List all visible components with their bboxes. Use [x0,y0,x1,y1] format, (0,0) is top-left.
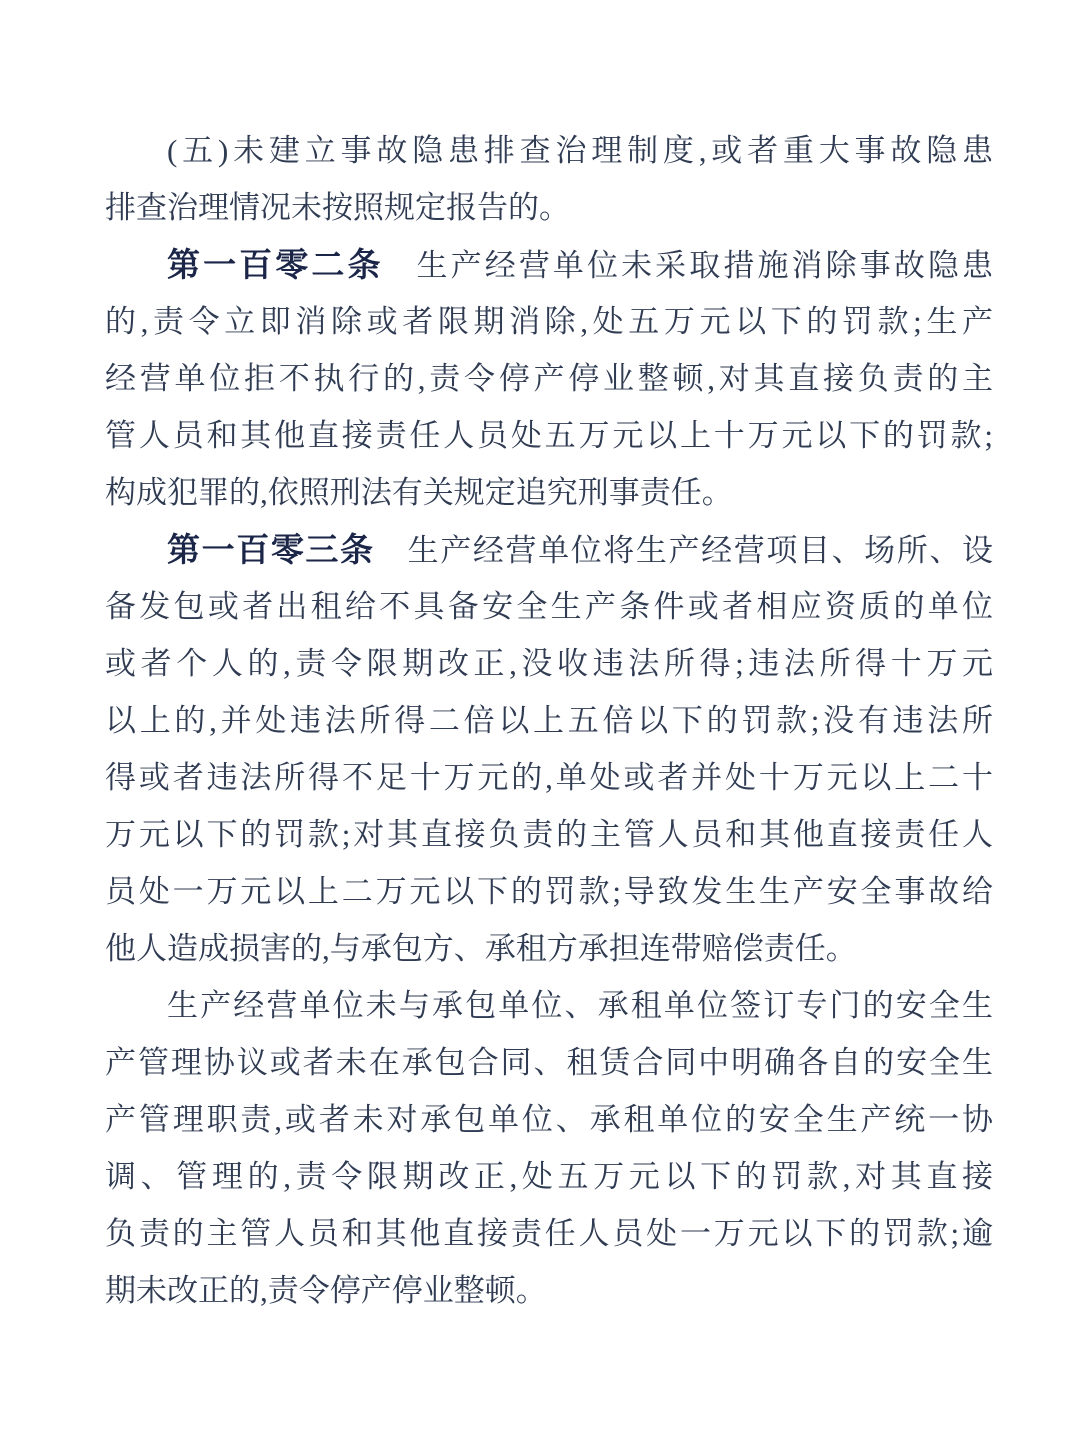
paragraph-article-102 [105,236,993,521]
article-lead-text: 生产经营单位将生产经营项目、场所、设 [407,533,993,568]
text-line: 以上的,并处违法所得二倍以上五倍以下的罚款;没有违法所 [105,703,993,738]
text-line: 产管理职责,或者未对承包单位、承租单位的安全生产统一协 [105,1102,993,1137]
article-lead-text: 生产经营单位未采取措施消除事故隐患 [416,248,993,283]
text-line: 或者个人的,责令限期改正,没收违法所得;违法所得十万元 [105,646,993,681]
text-line: 构成犯罪的,依照刑法有关规定追究刑事责任。 [105,475,733,510]
text-line: 的,责令立即消除或者限期消除,处五万元以下的罚款;生产 [105,304,993,339]
text-line: 调、管理的,责令限期改正,处五万元以下的罚款,对其直接 [105,1159,993,1194]
document-content [105,122,993,1319]
text-line: 得或者违法所得不足十万元的,单处或者并处十万元以上二十 [105,760,993,795]
text-line: 他人造成损害的,与承包方、承租方承担连带赔偿责任。 [105,931,857,966]
article-number: 第一百零三条 [167,531,375,568]
paragraph-article-103-second [105,977,993,1319]
text-line: 生产经营单位未与承包单位、承租单位签订专门的安全生 [167,988,993,1023]
text-line: 管人员和其他直接责任人员处五万元以上十万元以下的罚款; [105,418,993,453]
text-line: 备发包或者出租给不具备安全生产条件或者相应资质的单位 [105,589,993,624]
text-line: 万元以下的罚款;对其直接负责的主管人员和其他直接责任人 [105,817,993,852]
paragraph-article-103 [105,521,993,977]
text-line-article-heading [105,236,993,293]
text-line: 期未改正的,责令停产停业整顿。 [105,1273,547,1308]
text-line: 员处一万元以上二万元以下的罚款;导致发生生产安全事故给 [105,874,993,909]
text-line: 排查治理情况未按照规定报告的。 [105,190,570,225]
text-line: 经营单位拒不执行的,责令停产停业整顿,对其直接负责的主 [105,361,993,396]
article-number: 第一百零二条 [167,246,384,283]
paragraph-clause-5 [105,122,993,236]
text-line-article-heading [105,521,993,578]
text-line: 负责的主管人员和其他直接责任人员处一万元以下的罚款;逾 [105,1216,993,1251]
text-line: 产管理协议或者未在承包合同、租赁合同中明确各自的安全生 [105,1045,993,1080]
text-line: (五)未建立事故隐患排查治理制度,或者重大事故隐患 [167,133,993,168]
